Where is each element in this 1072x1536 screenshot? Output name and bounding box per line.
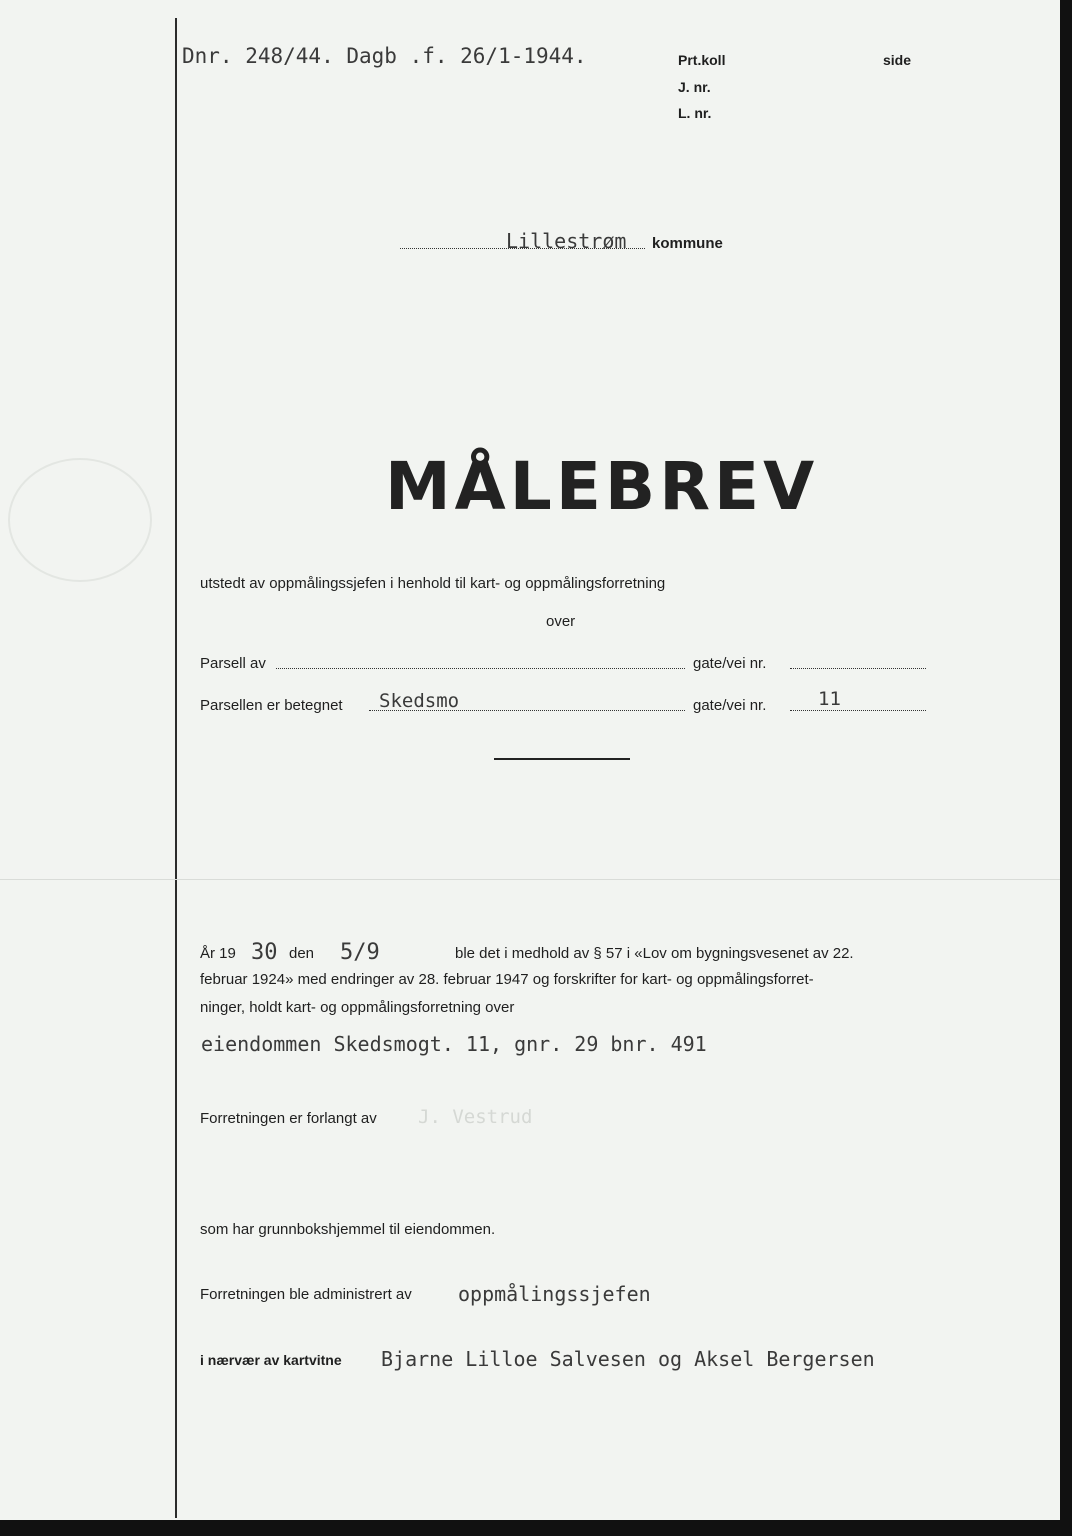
year-typed: 30 <box>251 940 278 965</box>
body-line1: ble det i medhold av § 57 i «Lov om bygningsvesenet av 22. <box>455 945 854 962</box>
fold-line <box>0 879 1060 880</box>
kommune-name: Lillestrøm <box>506 229 627 253</box>
scan-edge <box>1060 0 1072 1536</box>
jnr-label: J. nr. <box>678 79 711 95</box>
property-typed: eiendommen Skedsmogt. 11, gnr. 29 bnr. 491 <box>201 1032 707 1056</box>
gate-label-1: gate/vei nr. <box>693 655 767 672</box>
gate-dotted-line-1 <box>790 668 926 669</box>
kartvitne-value: Bjarne Lilloe Salvesen og Aksel Bergersen <box>381 1347 875 1371</box>
betegnet-label: Parsellen er betegnet <box>200 697 343 714</box>
kartvitne-label: i nærvær av kartvitne <box>200 1352 342 1368</box>
dnr-typed: Dnr. 248/44. Dagb .f. 26/1-1944. <box>182 44 587 68</box>
gate-number: 11 <box>818 688 841 710</box>
gate-dotted-line-2 <box>790 710 926 711</box>
grunnbok-line: som har grunnbokshjemmel til eiendommen. <box>200 1221 496 1238</box>
den-label: den <box>289 945 315 962</box>
forlangt-label: Forretningen er forlangt av <box>200 1110 377 1127</box>
faded-stamp <box>8 458 152 582</box>
parsell-dotted-line <box>276 668 685 669</box>
parsell-label: Parsell av <box>200 655 266 672</box>
margin-line <box>175 18 177 1518</box>
lnr-label: L. nr. <box>678 105 712 121</box>
admin-value: oppmålingssjefen <box>458 1282 651 1306</box>
ar-label: År 19 <box>200 945 236 962</box>
body-line3: ninger, holdt kart- og oppmålingsforretning over <box>200 999 515 1016</box>
side-label: side <box>883 52 912 68</box>
page-title: MÅLEBREV <box>385 448 819 525</box>
admin-label: Forretningen ble administrert av <box>200 1286 412 1303</box>
date-typed: 5/9 <box>340 940 380 965</box>
divider-rule <box>494 758 630 760</box>
over-label: over <box>546 613 576 630</box>
body-line2: februar 1924» med endringer av 28. februar 1947 og forskrifter for kart- og oppmålingsforret- <box>200 971 814 988</box>
betegnet-value: Skedsmo <box>379 690 460 712</box>
kommune-label: kommune <box>652 235 723 252</box>
protokoll-label: Prt.koll <box>678 52 726 68</box>
intro-line: utstedt av oppmålingssjefen i henhold til kart- og oppmålingsforretning <box>200 575 666 592</box>
forlangt-value: J. Vestrud <box>418 1106 533 1128</box>
gate-label-2: gate/vei nr. <box>693 697 767 714</box>
